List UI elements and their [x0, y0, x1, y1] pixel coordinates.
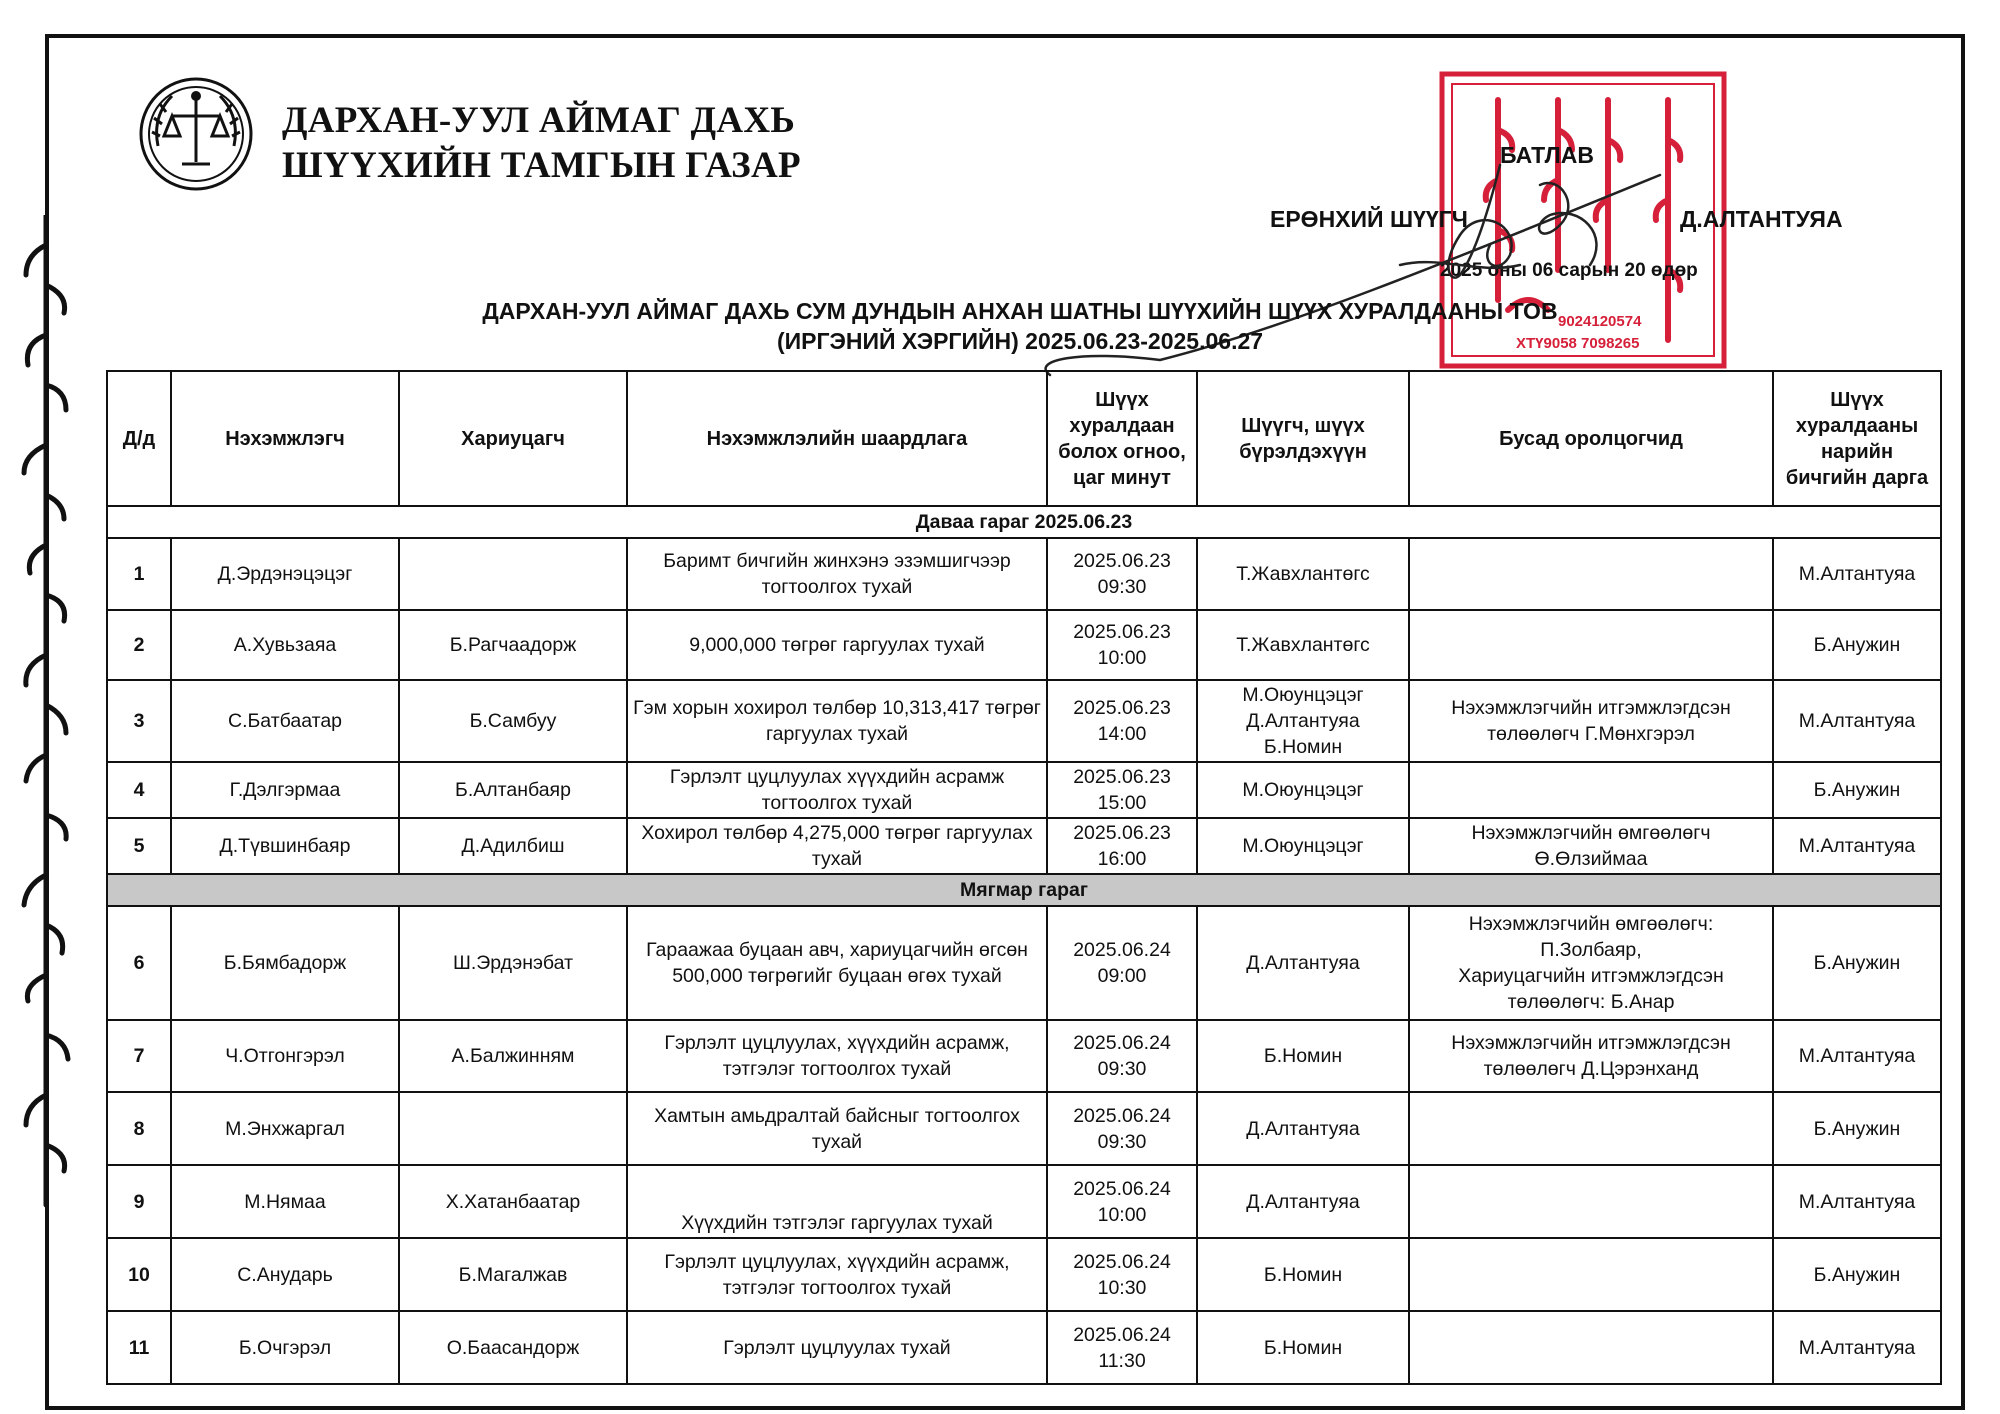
cell-secretary: Б.Анужин — [1773, 906, 1941, 1020]
day-row-tuesday — [107, 874, 1941, 906]
cell-secretary: Б.Анужин — [1773, 762, 1941, 818]
cell-judge: Т.Жавхлантөгс — [1197, 538, 1409, 610]
cell-plaintiff: М.Энхжаргал — [171, 1092, 399, 1165]
approver-name: Д.АЛТАНТУЯА — [1680, 206, 1843, 232]
table-body — [107, 506, 1941, 1384]
cell-datetime: 2025.06.23 14:00 — [1047, 680, 1197, 762]
stamp-code-2: ХТҮ9058 7098265 — [1516, 335, 1640, 352]
cell-num: 2 — [107, 610, 171, 680]
cell-others: Нэхэмжлэгчийн итгэмжлэгдсэн төлөөлөгч Д.Цэрэнханд — [1409, 1020, 1773, 1092]
cell-datetime: 2025.06.23 15:00 — [1047, 762, 1197, 818]
table-row — [107, 680, 1941, 762]
header-defendant: Хариуцагч — [399, 371, 627, 506]
cell-num: 6 — [107, 906, 171, 1020]
cell-others — [1409, 610, 1773, 680]
approval-date: 2025 оны 06 сарын 20 өдөр — [1440, 260, 1698, 281]
cell-others — [1409, 1311, 1773, 1384]
cell-datetime: 2025.06.24 10:00 — [1047, 1165, 1197, 1238]
cell-defendant: Д.Адилбиш — [399, 818, 627, 874]
cell-judge: Б.Номин — [1197, 1311, 1409, 1384]
table-header-row — [107, 371, 1941, 506]
table-row — [107, 1165, 1941, 1238]
cell-plaintiff: Г.Дэлгэрмаа — [171, 762, 399, 818]
cell-plaintiff: Д.Түвшинбаяр — [171, 818, 399, 874]
cell-others — [1409, 1165, 1773, 1238]
cell-judge: Б.Номин — [1197, 1238, 1409, 1311]
mongolian-script-vertical — [6, 215, 86, 1215]
cell-others: Нэхэмжлэгчийн өмгөөлөгч: П.Золбаяр, Хариуцагчийн итгэмжлэгдсэн төлөөлөгч: Б.Анар — [1409, 906, 1773, 1020]
cell-defendant — [399, 538, 627, 610]
cell-num: 10 — [107, 1238, 171, 1311]
cell-others: Нэхэмжлэгчийн итгэмжлэгдсэн төлөөлөгч Г.Мөнхгэрэл — [1409, 680, 1773, 762]
cell-defendant: Ш.Эрдэнэбат — [399, 906, 627, 1020]
table-row — [107, 906, 1941, 1020]
cell-secretary: М.Алтантуяа — [1773, 1311, 1941, 1384]
cell-secretary: Б.Анужин — [1773, 1092, 1941, 1165]
cell-judge: Т.Жавхлантөгс — [1197, 610, 1409, 680]
cell-plaintiff: Б.Бямбадорж — [171, 906, 399, 1020]
cell-defendant: Б.Алтанбаяр — [399, 762, 627, 818]
cell-claim: Баримт бичгийн жинхэнэ эзэмшигчээр тогтоолгох тухай — [627, 538, 1047, 610]
cell-claim: Гэрлэлт цуцлуулах, хүүхдийн асрамж, тэтгэлэг тогтоолгох тухай — [627, 1238, 1047, 1311]
cell-num: 5 — [107, 818, 171, 874]
cell-defendant: Х.Хатанбаатар — [399, 1165, 627, 1238]
cell-claim: 9,000,000 төгрөг гаргуулах тухай — [627, 610, 1047, 680]
cell-judge: Д.Алтантуяа — [1197, 906, 1409, 1020]
cell-plaintiff: С.Батбаатар — [171, 680, 399, 762]
cell-datetime: 2025.06.24 10:30 — [1047, 1238, 1197, 1311]
table-row — [107, 1020, 1941, 1092]
cell-others — [1409, 1092, 1773, 1165]
cell-num: 4 — [107, 762, 171, 818]
cell-datetime: 2025.06.23 10:00 — [1047, 610, 1197, 680]
document-title — [380, 296, 1660, 356]
cell-defendant: Б.Рагчаадорж — [399, 610, 627, 680]
approver-title: ЕРӨНХИЙ ШҮҮГЧ — [1270, 206, 1468, 232]
cell-claim: Гэм хорын хохирол төлбөр 10,313,417 төгрөг гаргуулах тухай — [627, 680, 1047, 762]
cell-plaintiff: А.Хувьзаяа — [171, 610, 399, 680]
table-row — [107, 1092, 1941, 1165]
cell-secretary: М.Алтантуяа — [1773, 1020, 1941, 1092]
cell-secretary: М.Алтантуяа — [1773, 818, 1941, 874]
cell-num: 11 — [107, 1311, 171, 1384]
cell-defendant: Б.Самбуу — [399, 680, 627, 762]
document-title-line1: ДАРХАН-УУЛ АЙМАГ ДАХЬ СУМ ДУНДЫН АНХАН ШАТНЫ ШҮҮХИЙН ШҮҮХ ХУРАЛДААНЫ ТОВ — [482, 298, 1558, 324]
cell-datetime: 2025.06.23 09:30 — [1047, 538, 1197, 610]
document-title-line2: (ИРГЭНИЙ ХЭРГИЙН) 2025.06.23-2025.06.27 — [776, 328, 1264, 354]
cell-judge: М.Оюунцэцэг — [1197, 762, 1409, 818]
cell-defendant — [399, 1092, 627, 1165]
cell-claim: Хүүхдийн тэтгэлэг гаргуулах тухай — [627, 1165, 1047, 1238]
header-judge: Шүүгч, шүүх бүрэлдэхүүн — [1197, 371, 1409, 506]
cell-claim: Хамтын амьдралтай байсныг тогтоолгох тухай — [627, 1092, 1047, 1165]
header-claim: Нэхэмжлэлийн шаардлага — [627, 371, 1047, 506]
cell-defendant: Б.Магалжав — [399, 1238, 627, 1311]
cell-defendant: А.Балжинням — [399, 1020, 627, 1092]
stamp-code-1: 9024120574 — [1558, 313, 1642, 330]
cell-plaintiff: Ч.Отгонгэрэл — [171, 1020, 399, 1092]
day-label: Даваа гараг 2025.06.23 — [107, 506, 1941, 538]
cell-num: 1 — [107, 538, 171, 610]
header-plaintiff: Нэхэмжлэгч — [171, 371, 399, 506]
table-row — [107, 1238, 1941, 1311]
cell-num: 8 — [107, 1092, 171, 1165]
cell-datetime: 2025.06.24 11:30 — [1047, 1311, 1197, 1384]
cell-others: Нэхэмжлэгчийн өмгөөлөгч Ө.Өлзиймаа — [1409, 818, 1773, 874]
table-row — [107, 610, 1941, 680]
table-row — [107, 538, 1941, 610]
cell-defendant: О.Баасандорж — [399, 1311, 627, 1384]
table-row — [107, 762, 1941, 818]
cell-plaintiff: Д.Эрдэнэцэцэг — [171, 538, 399, 610]
cell-plaintiff: М.Нямаа — [171, 1165, 399, 1238]
cell-claim: Гэрлэлт цуцлуулах хүүхдийн асрамж тогтоолгох тухай — [627, 762, 1047, 818]
table-row — [107, 1311, 1941, 1384]
organization-name-line1: ДАРХАН-УУЛ АЙМАГ ДАХЬ — [282, 100, 796, 141]
cell-secretary: М.Алтантуяа — [1773, 538, 1941, 610]
cell-num: 9 — [107, 1165, 171, 1238]
organization-name — [282, 98, 882, 188]
cell-num: 3 — [107, 680, 171, 762]
cell-num: 7 — [107, 1020, 171, 1092]
cell-claim: Гэрлэлт цуцлуулах, хүүхдийн асрамж, тэтгэлэг тогтоолгох тухай — [627, 1020, 1047, 1092]
day-label: Мягмар гараг — [107, 874, 1941, 906]
signature — [1020, 145, 1720, 405]
cell-claim: Гэрлэлт цуцлуулах тухай — [627, 1311, 1047, 1384]
cell-judge: М.Оюунцэцэг Д.Алтантуяа Б.Номин — [1197, 680, 1409, 762]
cell-claim: Хохирол төлбөр 4,275,000 төгрөг гаргуулах тухай — [627, 818, 1047, 874]
cell-plaintiff: С.Анударь — [171, 1238, 399, 1311]
header-secretary: Шүүх хуралдааны нарийн бичгийн дарга — [1773, 371, 1941, 506]
court-emblem-icon — [138, 76, 254, 192]
cell-datetime: 2025.06.24 09:00 — [1047, 906, 1197, 1020]
cell-secretary: Б.Анужин — [1773, 1238, 1941, 1311]
cell-judge: Б.Номин — [1197, 1020, 1409, 1092]
header-others: Бусад оролцогчид — [1409, 371, 1773, 506]
cell-datetime: 2025.06.24 09:30 — [1047, 1020, 1197, 1092]
cell-datetime: 2025.06.24 09:30 — [1047, 1092, 1197, 1165]
table-row — [107, 818, 1941, 874]
hearing-schedule-table — [106, 370, 1942, 1385]
cell-plaintiff: Б.Очгэрэл — [171, 1311, 399, 1384]
cell-judge: М.Оюунцэцэг — [1197, 818, 1409, 874]
cell-others — [1409, 762, 1773, 818]
day-row-monday — [107, 506, 1941, 538]
cell-judge: Д.Алтантуяа — [1197, 1092, 1409, 1165]
cell-judge: Д.Алтантуяа — [1197, 1165, 1409, 1238]
cell-secretary: Б.Анужин — [1773, 610, 1941, 680]
organization-name-line2: ШҮҮХИЙН ТАМГЫН ГАЗАР — [282, 145, 801, 186]
cell-datetime: 2025.06.23 16:00 — [1047, 818, 1197, 874]
cell-others — [1409, 538, 1773, 610]
cell-claim: Гараажаа буцаан авч, хариуцагчийн өгсөн 500,000 төгрөгийг буцаан өгөх тухай — [627, 906, 1047, 1020]
approve-word: БАТЛАВ — [1500, 142, 1594, 168]
cell-others — [1409, 1238, 1773, 1311]
cell-secretary: М.Алтантуяа — [1773, 680, 1941, 762]
cell-secretary: М.Алтантуяа — [1773, 1165, 1941, 1238]
header-num: Д/д — [107, 371, 171, 506]
header-datetime: Шүүх хуралдаан болох огноо, цаг минут — [1047, 371, 1197, 506]
